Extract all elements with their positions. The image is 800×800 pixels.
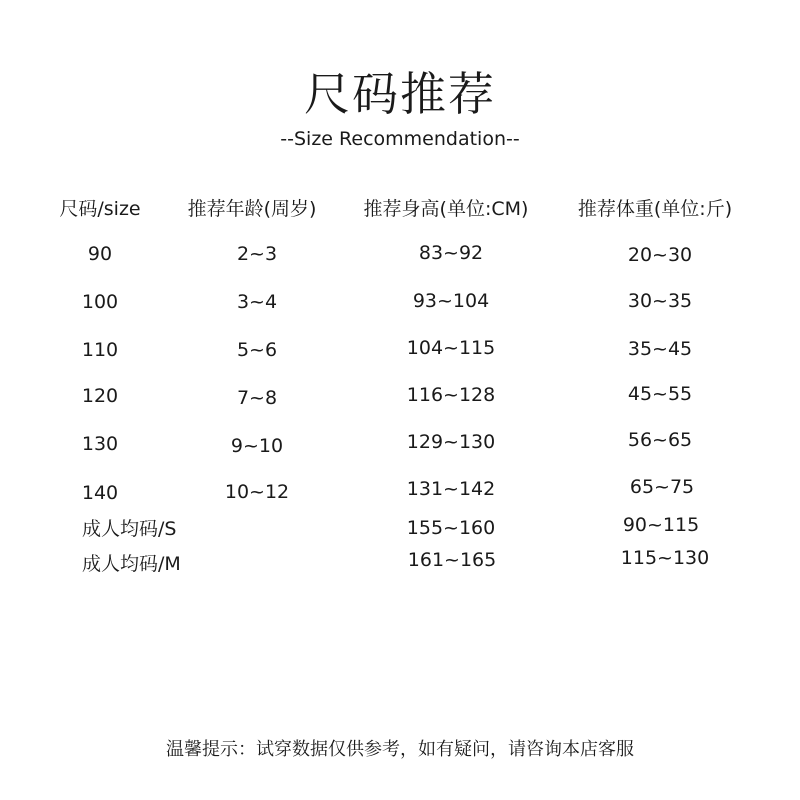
page-subtitle: --Size Recommendation-- — [280, 128, 520, 150]
weight-cell: 90~115 — [622, 514, 700, 536]
height-cell: 161~165 — [407, 549, 497, 571]
weight-cell: 115~130 — [620, 547, 710, 569]
size-cell: 120 — [81, 385, 119, 407]
age-cell: 7~8 — [236, 387, 278, 409]
footer-note: 温馨提示：试穿数据仅供参考，如有疑问，请咨询本店客服 — [166, 739, 634, 760]
age-cell: 5~6 — [236, 339, 278, 361]
weight-cell: 35~45 — [627, 338, 693, 360]
height-cell: 93~104 — [412, 290, 490, 312]
size-cell: 100 — [81, 291, 119, 313]
weight-cell: 30~35 — [627, 290, 693, 312]
age-cell: 3~4 — [236, 291, 278, 313]
height-cell: 131~142 — [406, 478, 496, 500]
weight-cell: 45~55 — [627, 383, 693, 405]
age-cell: 10~12 — [224, 481, 290, 503]
age-cell: 2~3 — [236, 243, 278, 265]
header-height: 推荐身高(单位:CM) — [363, 198, 529, 220]
size-cell: 90 — [87, 243, 113, 265]
size-cell: 成人均码/S — [82, 518, 177, 540]
weight-cell: 20~30 — [627, 244, 693, 266]
height-cell: 155~160 — [406, 517, 496, 539]
header-age: 推荐年龄(周岁) — [187, 198, 317, 220]
height-cell: 104~115 — [406, 337, 496, 359]
size-cell: 140 — [81, 482, 119, 504]
height-cell: 129~130 — [406, 431, 496, 453]
size-cell: 成人均码/M — [82, 553, 181, 575]
age-cell: 9~10 — [230, 435, 284, 457]
height-cell: 83~92 — [418, 242, 484, 264]
size-cell: 130 — [81, 433, 119, 455]
page-title: 尺码推荐 — [304, 67, 496, 121]
size-cell: 110 — [81, 339, 119, 361]
height-cell: 116~128 — [406, 384, 496, 406]
header-size: 尺码/size — [59, 198, 141, 220]
weight-cell: 56~65 — [627, 429, 693, 451]
weight-cell: 65~75 — [629, 476, 695, 498]
header-weight: 推荐体重(单位:斤) — [577, 198, 733, 220]
